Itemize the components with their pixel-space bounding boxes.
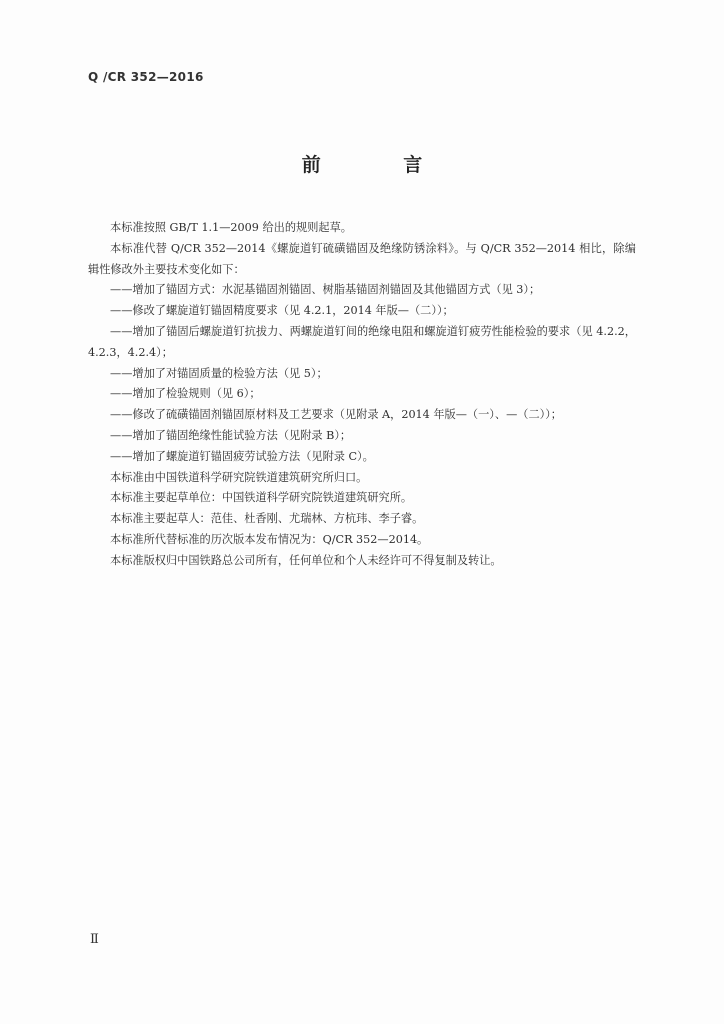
standard-code: Q /CR 352—2016: [88, 70, 204, 84]
paragraph: 本标准按照 GB/T 1.1—2009 给出的规则起草。: [110, 221, 352, 234]
paragraph: 本标准主要起草单位：中国铁道科学研究院铁道建筑研究所。: [110, 491, 413, 505]
paragraph: 本标准由中国铁道科学研究院铁道建筑研究所归口。: [110, 470, 368, 484]
change-item: ——增加了锚固后螺旋道钉抗拔力、两螺旋道钉间的绝缘电阻和螺旋道钉疲劳性能检验的要求（见 4.2.2，4.2.3，4.2.4）；: [88, 324, 636, 359]
change-item: ——增加了检验规则（见 6）；: [110, 387, 261, 401]
change-item: ——增加了螺旋道钉锚固疲劳试验方法（见附录 C）。: [110, 449, 374, 463]
page-title: 前 言: [301, 154, 461, 176]
change-item: ——增加了锚固方式：水泥基锚固剂锚固、树脂基锚固剂锚固及其他锚固方式（见 3）；: [110, 283, 541, 297]
change-item: ——修改了螺旋道钉锚固精度要求（见 4.2.1，2014 年版—（二））；: [110, 304, 454, 318]
paragraph: 本标准版权归中国铁路总公司所有，任何单位和个人未经许可不得复制及转让。: [110, 553, 502, 567]
page-number: Ⅱ: [90, 932, 99, 947]
preface-body: [88, 218, 636, 572]
change-item: ——增加了对锚固质量的检验方法（见 5）；: [110, 366, 328, 380]
change-item: ——修改了硫磺锚固剂锚固原材料及工艺要求（见附录 A，2014 年版—（一）、—（二））；: [110, 408, 562, 422]
paragraph: 本标准代替 Q/CR 352—2014《螺旋道钉硫磺锚固及绝缘防锈涂料》。与 Q/CR 352—2014 相比，除编辑性修改外主要技术变化如下：: [88, 241, 636, 276]
change-item: ——增加了锚固绝缘性能试验方法（见附录 B）；: [110, 428, 352, 442]
paragraph: 本标准主要起草人：范佳、杜香刚、尤瑞林、方杭玮、李子睿。: [110, 512, 424, 526]
paragraph: 本标准所代替标准的历次版本发布情况为：Q/CR 352—2014。: [110, 532, 429, 546]
